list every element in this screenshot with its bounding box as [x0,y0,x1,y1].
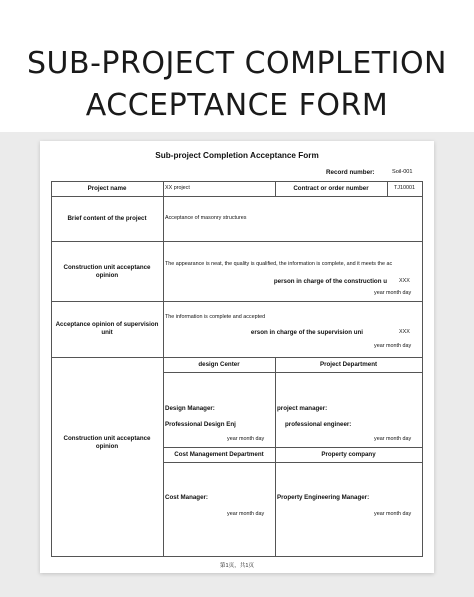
supervision-person-value: XXX [399,329,410,335]
project-manager-label: project manager: [277,405,328,412]
brief-content-label: Brief content of the project [67,215,147,222]
record-number-label: Record number: [326,169,375,176]
construction-unit-opinion-label: Construction unit acceptance opinion [63,435,151,450]
table-line [51,301,423,302]
table-line [163,181,164,557]
form-sheet [40,141,434,573]
table-line [51,357,423,358]
supervision-opinion-value: The information is complete and accepted [165,314,266,320]
design-manager-label: Design Manager: [165,405,215,412]
table-line [51,181,52,557]
cost-department-date: year month day [227,511,265,517]
professional-design-label: Professional Design Enj [165,421,236,428]
table-line [51,181,423,182]
table-line [163,372,423,373]
form-title: Sub-project Completion Acceptance Form [155,151,319,160]
cost-manager-label: Cost Manager: [165,494,208,501]
brief-content-value: Acceptance of masonry structures [165,215,247,221]
record-number-value: Soil-001 [392,169,413,175]
construction-opinion-label: Construction unit acceptance opinion [63,264,151,279]
construction-opinion-value: The appearance is neat, the quality is qualified, the information is complete, and it meets the ac [165,261,393,267]
table-line [422,181,423,557]
property-company-date: year month day [374,511,412,517]
construction-date: year month day [374,290,412,296]
contract-number-value: TJ10001 [394,185,415,191]
table-line [51,241,423,242]
supervision-person-label: erson in charge of the supervision uni [250,329,363,336]
construction-person-label: person in charge of the construction u [273,278,387,285]
design-center-date: year month day [227,436,265,442]
supervision-opinion-label: Acceptance opinion of supervision unit [55,321,159,336]
headline-line-1: SUB-PROJECT COMPLETION [27,46,447,81]
property-company-header: Property company [321,451,376,458]
table-line [163,462,423,463]
professional-engineer-label: professional engineer: [285,421,352,428]
table-line [51,556,423,557]
project-name-value: XX project [165,185,190,191]
project-department-date: year month day [374,436,412,442]
project-name-label: Project name [87,185,127,192]
page-footer: 第1页，共1页 [219,563,255,569]
form-table [51,181,423,557]
cost-department-header: Cost Management Department [174,451,264,458]
table-line [51,196,423,197]
project-department-header: Project Department [319,361,378,368]
supervision-date: year month day [374,343,412,349]
design-center-header: design Center [198,361,240,368]
contract-number-label: Contract or order number [293,185,369,192]
headline-line-2: ACCEPTANCE FORM [85,88,389,123]
construction-person-value: XXX [399,278,410,284]
property-engineering-manager-label: Property Engineering Manager: [277,494,370,501]
table-line [163,447,423,448]
